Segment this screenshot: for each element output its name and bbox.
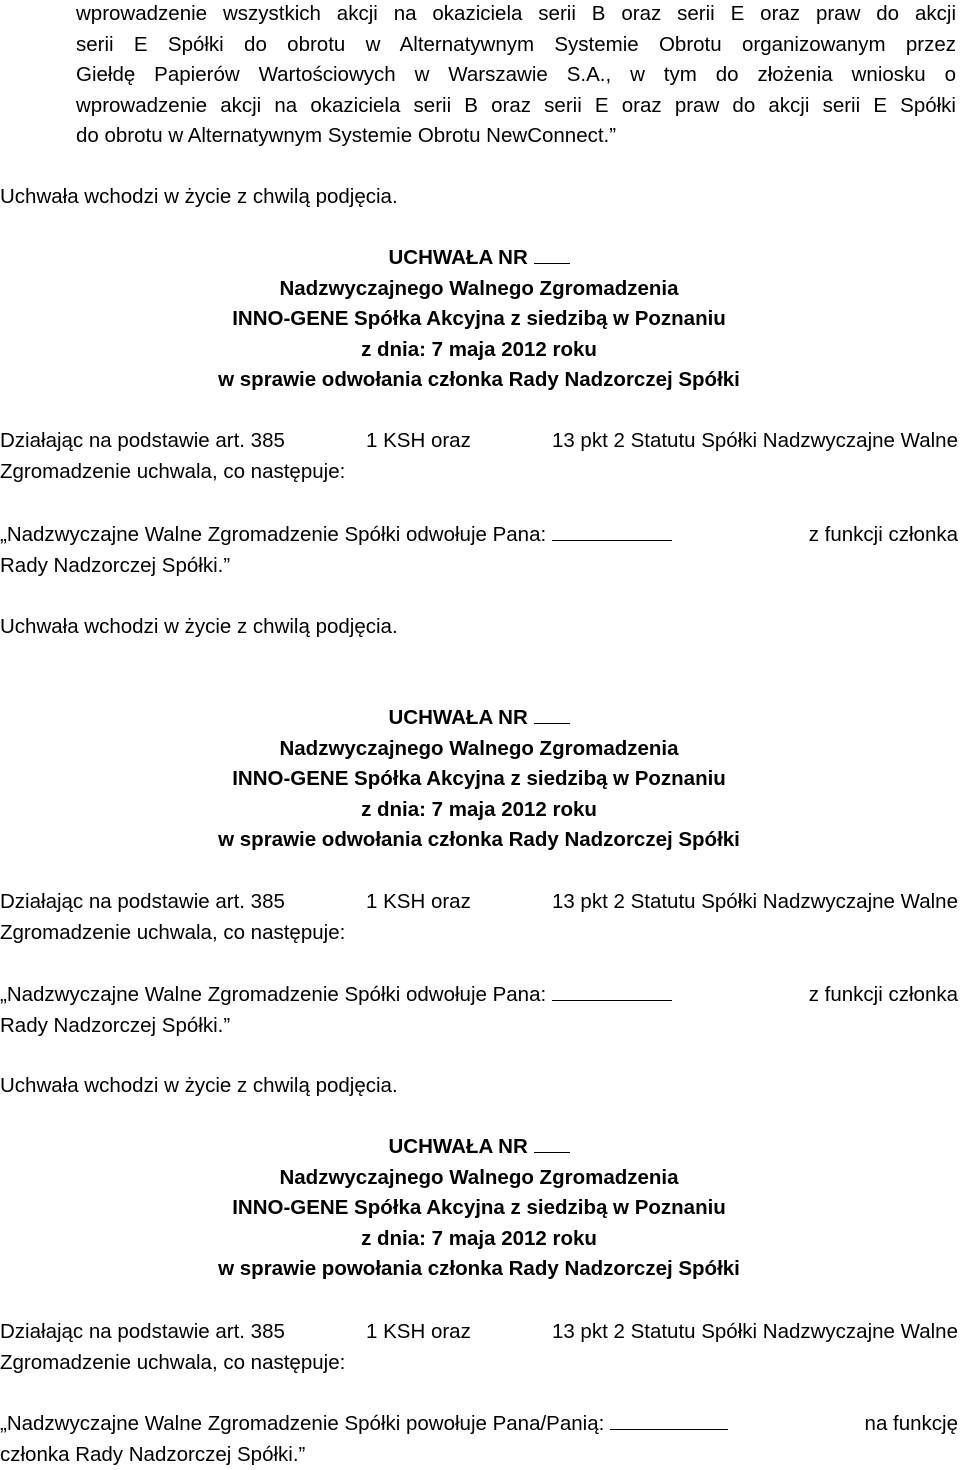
decision-line-2: członka Rady Nadzorczej Spółki.” xyxy=(0,1442,306,1466)
resolution-title: UCHWAŁA NR xyxy=(0,1132,958,1163)
basis-line-2: Zgromadzenie uchwala, co następuje: xyxy=(0,459,346,483)
decision-line-2: Rady Nadzorczej Spółki.” xyxy=(0,553,231,577)
decision-line-2: Rady Nadzorczej Spółki.” xyxy=(0,1013,231,1037)
basis-line-1: Działając na podstawie art. 385 1 KSH oraz 13 pkt 2 Statutu Spółki Nadzwyczajne Walne xyxy=(0,429,958,452)
resolution-1-effective-clause: Uchwała wchodzi w życie z chwilą podjęcia. xyxy=(0,615,398,638)
decision-line-1: „Nadzwyczajne Walne Zgromadzenie Spółki odwołuje Pana: z funkcji członka xyxy=(0,523,958,546)
resolution-3-decision xyxy=(0,1409,958,1470)
resolution-2 xyxy=(0,703,958,856)
number-blank xyxy=(534,1151,570,1153)
name-blank xyxy=(610,1428,728,1430)
number-blank xyxy=(534,722,570,724)
resolution-2-decision xyxy=(0,980,958,1041)
resolution-body: Nadzwyczajnego Walnego Zgromadzenia xyxy=(279,276,679,300)
intro-paragraph xyxy=(76,0,956,152)
resolution-1 xyxy=(0,243,958,396)
name-blank xyxy=(552,539,672,541)
resolution-title: UCHWAŁA NR xyxy=(0,243,958,274)
resolution-body: Nadzwyczajnego Walnego Zgromadzenia xyxy=(279,736,679,760)
decision-line-1: „Nadzwyczajne Walne Zgromadzenie Spółki powołuje Pana/Panią: na funkcję xyxy=(0,1412,958,1435)
resolution-3 xyxy=(0,1132,958,1285)
resolution-1-basis xyxy=(0,426,958,487)
basis-line-2: Zgromadzenie uchwala, co następuje: xyxy=(0,920,346,944)
resolution-company: INNO-GENE Spółka Akcyjna z siedzibą w Poznaniu xyxy=(232,767,726,790)
basis-line-1: Działając na podstawie art. 385 1 KSH oraz 13 pkt 2 Statutu Spółki Nadzwyczajne Walne xyxy=(0,890,958,913)
resolution-company: INNO-GENE Spółka Akcyjna z siedzibą w Poznaniu xyxy=(232,307,726,330)
resolution-company: INNO-GENE Spółka Akcyjna z siedzibą w Poznaniu xyxy=(232,1196,726,1219)
resolution-subject: w sprawie powołania członka Rady Nadzorczej Spółki xyxy=(218,1257,740,1280)
resolution-subject: w sprawie odwołania członka Rady Nadzorczej Spółki xyxy=(218,368,740,391)
intro-line-5: do obrotu w Alternatywnym Systemie Obrotu NewConnect.” xyxy=(76,124,617,147)
resolution-1-decision xyxy=(0,520,958,581)
resolution-date: z dnia: 7 maja 2012 roku xyxy=(361,797,597,821)
resolution-date: z dnia: 7 maja 2012 roku xyxy=(361,337,597,361)
basis-line-1: Działając na podstawie art. 385 1 KSH oraz 13 pkt 2 Statutu Spółki Nadzwyczajne Walne xyxy=(0,1320,958,1343)
number-blank xyxy=(534,262,570,264)
resolution-date: z dnia: 7 maja 2012 roku xyxy=(361,1226,597,1250)
resolution-2-effective-clause: Uchwała wchodzi w życie z chwilą podjęcia. xyxy=(0,1074,398,1097)
resolution-2-basis xyxy=(0,887,958,948)
intro-line-1: wprowadzenie wszystkich akcji na okaziciela serii B oraz serii E oraz praw do akcji xyxy=(76,2,956,25)
intro-line-3: Giełdę Papierów Wartościowych w Warszawie S.A., w tym do złożenia wniosku o xyxy=(76,63,956,86)
intro-line-4: wprowadzenie akcji na okaziciela serii B oraz serii E oraz praw do akcji serii E Spółki xyxy=(76,93,956,117)
name-blank xyxy=(552,999,672,1001)
resolution-body: Nadzwyczajnego Walnego Zgromadzenia xyxy=(279,1165,679,1189)
intro-line-2: serii E Spółki do obrotu w Alternatywnym Systemie Obrotu organizowanym przez xyxy=(76,32,956,56)
decision-line-1: „Nadzwyczajne Walne Zgromadzenie Spółki odwołuje Pana: z funkcji członka xyxy=(0,983,958,1006)
intro-effective-clause: Uchwała wchodzi w życie z chwilą podjęcia. xyxy=(0,185,398,208)
basis-line-2: Zgromadzenie uchwala, co następuje: xyxy=(0,1350,346,1374)
resolution-title: UCHWAŁA NR xyxy=(0,703,958,734)
resolution-subject: w sprawie odwołania członka Rady Nadzorczej Spółki xyxy=(218,828,740,851)
resolution-3-basis xyxy=(0,1317,958,1378)
